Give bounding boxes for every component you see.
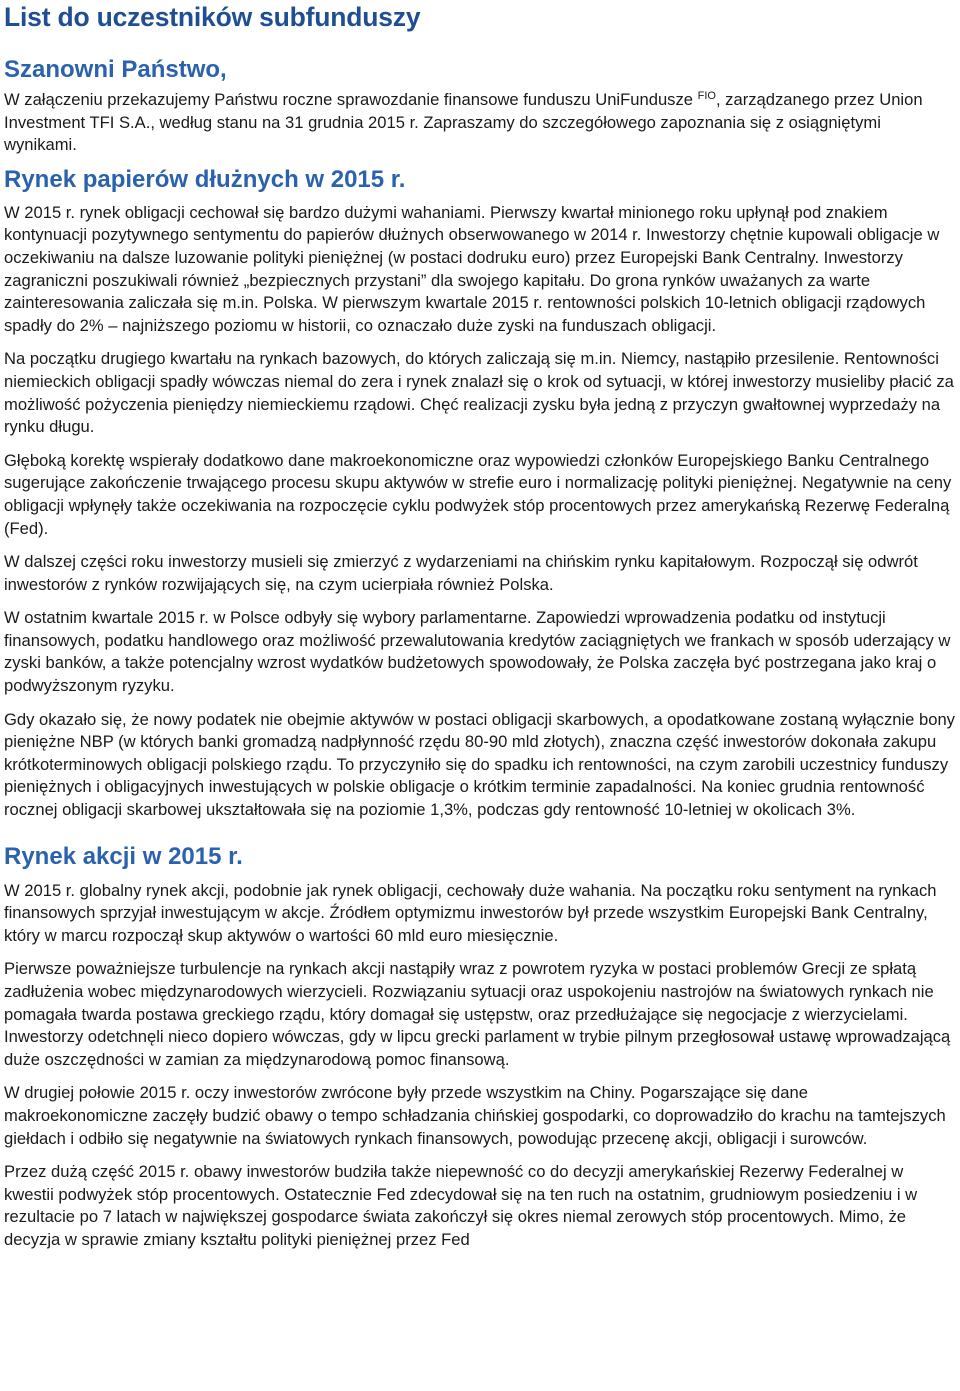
greeting: Szanowni Państwo,: [4, 56, 227, 83]
section-equity-market: [4, 842, 956, 1252]
section-debt-market: [4, 165, 956, 822]
paragraph: W dalszej części roku inwestorzy musieli się zmierzyć z wydarzeniami na chińskim rynku kapitałowym. Rozpoczął się odwrót inwestorów z rynków rozwijających się, na czym ucierpiała również Polska.: [4, 552, 918, 594]
page-title: List do uczestników subfunduszy: [4, 2, 421, 32]
intro-text-after: , zarządzanego przez Union Investment TFI S.A., według stanu na 31 grudnia 2015 r. Zapraszamy do szczegółowego zapoznania się z osiągniętymi wynikami.: [4, 90, 923, 155]
paragraph: W 2015 r. globalny rynek akcji, podobnie jak rynek obligacji, cechowały duże wahania. Na początku roku sentyment na rynkach finansowych sprzyjał inwestującym w akcje. Źródłem optymizmu inwestorów był przede wszystkim Europejski Bank Centralny, który w marcu rozpoczął skup aktywów o wartości 60 mld euro miesięcznie.: [4, 880, 937, 945]
section-body-debt-market: [4, 202, 956, 822]
paragraph: Gdy okazało się, że nowy podatek nie obejmie aktywów w postaci obligacji skarbowych, a opodatkowane zostaną wyłącznie bony pieniężne NBP (w których banki gromadzą nadpłynność rzędu 80-90 mld złotych), znaczna część inwestorów dokonała zakupu krótkoterminowych obligacji polskiego rządu. To przyczyniło się do spadku ich rentowności, na czym zarobili uczestnicy funduszy pieniężnych i obligacyjnych inwestujących w polskie obligacje o krótkim terminie zapadalności. Na koniec grudnia rentowność rocznej obligacji skarbowej ukształtowała się na poziomie 1,3%, podczas gdy rentowność 10-letniej w okolicach 3%.: [4, 709, 955, 820]
paragraph: W drugiej połowie 2015 r. oczy inwestorów zwrócone były przede wszystkim na Chiny. Pogarszające się dane makroekonomiczne zaczęły budzić obawy o tempo schładzania chińskiej gospodarki, co doprowadziło do krachu na tamtejszych giełdach i odbiło się negatywnie na światowych rynkach finansowych, powodując przecenę akcji, obligacji i surowców.: [4, 1083, 946, 1148]
section-heading-equity-market: Rynek akcji w 2015 r.: [4, 842, 243, 870]
section-body-equity-market: [4, 880, 956, 1252]
paragraph: Pierwsze poważniejsze turbulencje na rynkach akcji nastąpiły wraz z powrotem ryzyka w postaci problemów Grecji ze spłatą zadłużenia wobec międzynarodowych wierzycieli. Rozwiązaniu sytuacji oraz uspokojeniu nastrojów na światowych rynkach nie pomagała twarda postawa greckiego rządu, który domagał się ustępstw, oraz przedłużające się negocjacje z wierzycielami. Inwestorzy odetchnęli nieco dopiero wówczas, gdy w lipcu grecki parlament w trybie pilnym przegłosował ustawę wprowadzającą duże oszczędności w zamian za międzynarodową pomoc finansową.: [4, 959, 951, 1069]
paragraph: Głęboką korektę wspierały dodatkowo dane makroekonomiczne oraz wypowiedzi członków Europejskiego Banku Centralnego sugerujące zakończenie trwającego procesu skupu aktywów w strefie euro i normalizację polityki pieniężnej. Negatywnie na ceny obligacji wpłynęły także oczekiwania na rozpoczęcie cyklu podwyżek stóp procentowych przez amerykańską Rezerwę Federalną (Fed).: [4, 450, 952, 538]
paragraph: Na początku drugiego kwartału na rynkach bazowych, do których zaliczają się m.in. Niemcy, nastąpiło przesilenie. Rentowności niemieckich obligacji spadły wówczas niemal do zera i rynek znalazł się o krok od sytuacji, w której inwestorzy musieliby płacić za możliwość pożyczenia pieniędzy niemieckiemu rządowi. Chęć realizacji zysku była jedną z przyczyn gwałtownej wyprzedaży na rynku długu.: [4, 349, 954, 437]
section-heading-debt-market: Rynek papierów dłużnych w 2015 r.: [4, 165, 406, 193]
intro-text-before: W załączeniu przekazujemy Państwu roczne sprawozdanie finansowe funduszu UniFundusze: [4, 90, 698, 109]
intro-paragraph: [4, 89, 956, 157]
paragraph: W ostatnim kwartale 2015 r. w Polsce odbyły się wybory parlamentarne. Zapowiedzi wprowadzenia podatku od instytucji finansowych, podatku handlowego oraz możliwość przewalutowania kredytów zaciągniętych we frankach w sposób uderzający w zyski banków, a także potencjalny wzrost wydatków budżetowych spowodowały, że Polska zaczęła być postrzegana jako kraj o podwyższonym ryzyku.: [4, 608, 951, 696]
paragraph: Przez dużą część 2015 r. obawy inwestorów budziła także niepewność co do decyzji amerykańskiej Rezerwy Federalnej w kwestii podwyżek stóp procentowych. Ostatecznie Fed zdecydował się na ten ruch na ostatnim, grudniowym posiedzeniu i w rezultacie po 7 latach w największej gospodarce świata zakończył się okres niemal zerowych stóp procentowych. Mimo, że decyzja w sprawie zmiany kształtu polityki pieniężnej przez Fed: [4, 1162, 918, 1249]
intro-superscript: FIO: [697, 90, 716, 102]
paragraph: W 2015 r. rynek obligacji cechował się bardzo dużymi wahaniami. Pierwszy kwartał minionego roku upłynął pod znakiem kontynuacji pozytywnego sentymentu do papierów dłużnych obserwowanego w 2014 r. Inwestorzy chętnie kupowali obligacje w oczekiwaniu na dalsze luzowanie polityki pieniężnej (w postaci dodruku euro) przez Europejski Bank Centralny. Inwestorzy zagraniczni poszukiwali również „bezpiecznych przystani” dla swojego kapitału. Do grona rynków uważanych za warte zainteresowania zaliczała się m.in. Polska. W pierwszym kwartale 2015 r. rentowności polskich 10-letnich obligacji rządowych spadły do 2% – najniższego poziomu w historii, co oznaczało duże zyski na funduszach obligacji.: [4, 202, 940, 335]
